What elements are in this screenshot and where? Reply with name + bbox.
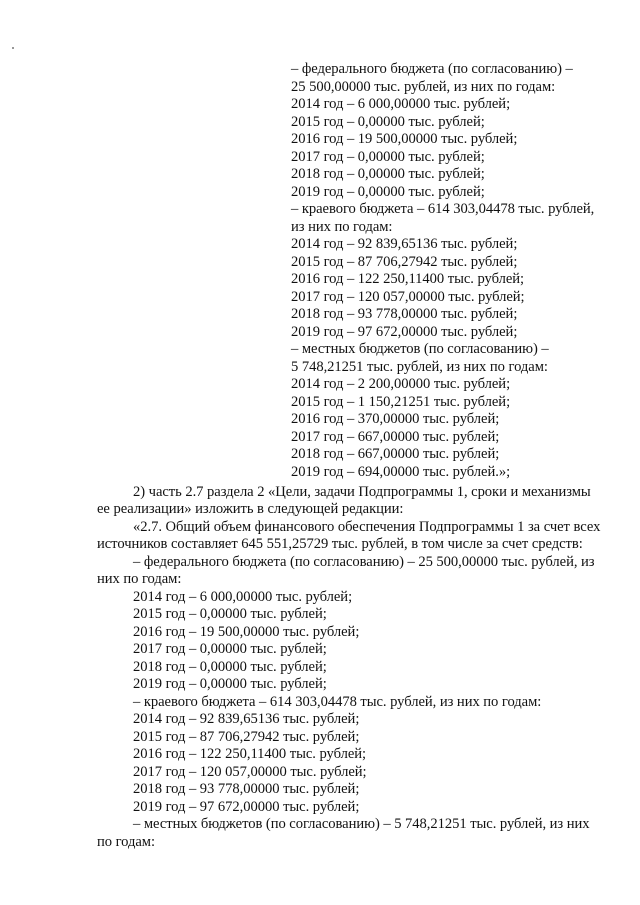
right-col-line: 2015 год – 1 150,21251 тыс. рублей;: [291, 394, 511, 410]
regional-year-line: 2016 год – 122 250,11400 тыс. рублей;: [133, 746, 367, 762]
regional-year-line: 2014 год – 92 839,65136 тыс. рублей;: [133, 711, 360, 727]
regional-year-line: 2018 год – 93 778,00000 тыс. рублей;: [133, 781, 360, 797]
federal-year-line: 2016 год – 19 500,00000 тыс. рублей;: [133, 624, 360, 640]
federal-year-line: 2019 год – 0,00000 тыс. рублей;: [133, 676, 327, 692]
federal-year-line: 2015 год – 0,00000 тыс. рублей;: [133, 606, 327, 622]
right-col-line: – федерального бюджета (по согласованию) –: [291, 61, 573, 77]
item2-line2: ее реализации» изложить в следующей редакции:: [97, 501, 404, 517]
section27-line1: «2.7. Общий объем финансового обеспечения Подпрограммы 1 за счет всех: [133, 519, 601, 535]
right-col-line: 2019 год – 694,00000 тыс. рублей.»;: [291, 464, 511, 480]
right-col-line: 2014 год – 2 200,00000 тыс. рублей;: [291, 376, 511, 392]
regional-year-line: 2019 год – 97 672,00000 тыс. рублей;: [133, 799, 360, 815]
right-col-line: 2018 год – 0,00000 тыс. рублей;: [291, 166, 485, 182]
item2-line1: 2) часть 2.7 раздела 2 «Цели, задачи Подпрограммы 1, сроки и механизмы: [133, 484, 591, 500]
right-col-line: 2017 год – 0,00000 тыс. рублей;: [291, 149, 485, 165]
section27-line2: источников составляет 645 551,25729 тыс. рублей, в том числе за счет средств:: [97, 536, 583, 552]
federal-year-line: 2018 год – 0,00000 тыс. рублей;: [133, 659, 327, 675]
right-col-line: 2014 год – 6 000,00000 тыс. рублей;: [291, 96, 511, 112]
scan-speck: [12, 47, 14, 49]
local-line2: по годам:: [97, 834, 155, 850]
right-col-line: 2018 год – 93 778,00000 тыс. рублей;: [291, 306, 518, 322]
federal-year-line: 2017 год – 0,00000 тыс. рублей;: [133, 641, 327, 657]
right-col-line: – местных бюджетов (по согласованию) –: [291, 341, 549, 357]
right-col-line: 5 748,21251 тыс. рублей, из них по годам:: [291, 359, 548, 375]
right-col-line: – краевого бюджета – 614 303,04478 тыс. рублей,: [291, 201, 595, 217]
right-col-line: 25 500,00000 тыс. рублей, из них по годам:: [291, 79, 556, 95]
right-col-line: 2018 год – 667,00000 тыс. рублей;: [291, 446, 500, 462]
regional-line1: – краевого бюджета – 614 303,04478 тыс. рублей, из них по годам:: [133, 694, 542, 710]
regional-year-line: 2017 год – 120 057,00000 тыс. рублей;: [133, 764, 367, 780]
right-col-line: 2019 год – 0,00000 тыс. рублей;: [291, 184, 485, 200]
right-col-line: 2015 год – 0,00000 тыс. рублей;: [291, 114, 485, 130]
federal-line2: них по годам:: [97, 571, 182, 587]
federal-line1: – федерального бюджета (по согласованию) – 25 500,00000 тыс. рублей, из: [133, 554, 595, 570]
right-col-line: 2017 год – 667,00000 тыс. рублей;: [291, 429, 500, 445]
right-col-line: 2015 год – 87 706,27942 тыс. рублей;: [291, 254, 518, 270]
right-col-line: 2016 год – 370,00000 тыс. рублей;: [291, 411, 500, 427]
right-col-line: 2019 год – 97 672,00000 тыс. рублей;: [291, 324, 518, 340]
right-col-line: 2016 год – 19 500,00000 тыс. рублей;: [291, 131, 518, 147]
right-col-line: 2017 год – 120 057,00000 тыс. рублей;: [291, 289, 525, 305]
right-col-line: 2016 год – 122 250,11400 тыс. рублей;: [291, 271, 525, 287]
federal-year-line: 2014 год – 6 000,00000 тыс. рублей;: [133, 589, 353, 605]
regional-year-line: 2015 год – 87 706,27942 тыс. рублей;: [133, 729, 360, 745]
right-col-line: из них по годам:: [291, 219, 393, 235]
right-col-line: 2014 год – 92 839,65136 тыс. рублей;: [291, 236, 518, 252]
local-line1: – местных бюджетов (по согласованию) – 5 748,21251 тыс. рублей, из них: [133, 816, 590, 832]
